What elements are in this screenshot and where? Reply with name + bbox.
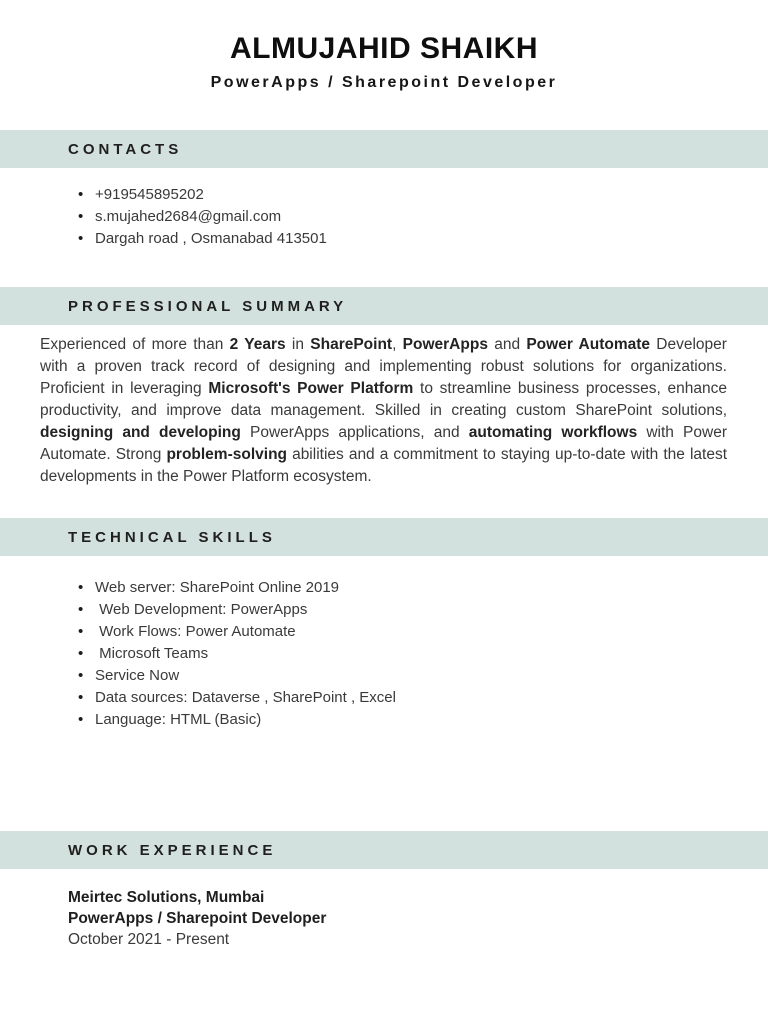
skill-item: • Web Development: PowerApps [95,599,768,621]
section-skills [0,518,768,731]
resume-header [0,0,768,92]
job-dates: October 2021 - Present [68,931,230,948]
skills-list [0,577,768,731]
skill-item: • Data sources: Dataverse , SharePoint , Excel [95,687,768,709]
contact-list [0,184,768,250]
skill-item: • Language: HTML (Basic) [95,709,768,731]
skill-item: • Work Flows: Power Automate [95,621,768,643]
job-role: PowerApps / Sharepoint Developer [68,910,327,927]
job-company: Meirtec Solutions, Mumbai [68,889,265,906]
summary-paragraph: Experienced of more than 2 Years in SharePoint, PowerApps and Power Automate Developer with a proven track record of designing and implementing robust solutions for organizations. Proficient in leveraging Microsoft's Power Platform to streamline business processes, enhance productivity, and improve data management. Skilled in creating custom SharePoint solutions, designing and developing PowerApps applications, and automating workflows with Power Automate. Strong problem-solving abilities and a commitment to staying up-to-date with the latest developments in the Power Platform ecosystem. [40,336,727,485]
contacts-heading-band [0,130,768,168]
contact-item: • s.mujahed2684@gmail.com [95,206,768,228]
contact-item: • Dargah road , Osmanabad 413501 [95,228,768,250]
section-work-experience [0,831,768,950]
contacts-heading: CONTACTS [68,140,183,158]
section-summary [0,287,768,488]
contact-item: • +919545895202 [95,184,768,206]
work-heading-band [0,831,768,869]
skill-item: • Service Now [95,665,768,687]
skill-item: • Web server: SharePoint Online 2019 [95,577,768,599]
summary-heading-band [0,287,768,325]
skills-heading: TECHNICAL SKILLS [68,528,276,546]
summary-heading: PROFESSIONAL SUMMARY [68,297,348,315]
skills-heading-band [0,518,768,556]
candidate-title: PowerApps / Sharepoint Developer [210,74,558,91]
candidate-name: ALMUJAHID SHAIKH [230,32,538,65]
work-heading: WORK EXPERIENCE [68,841,277,859]
section-contacts [0,130,768,250]
job-entry [68,887,768,950]
skill-item: • Microsoft Teams [95,643,768,665]
